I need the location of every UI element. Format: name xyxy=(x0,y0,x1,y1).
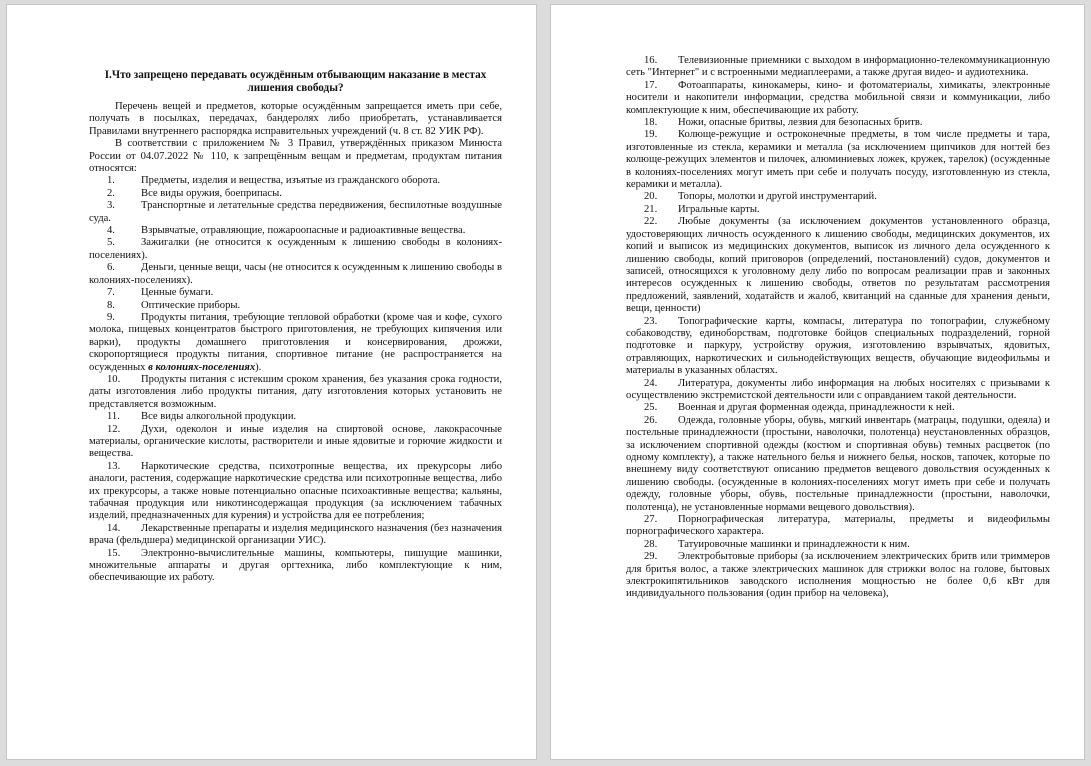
list-item-text: Духи, одеколон и иные изделия на спиртовой основе, лакокрасочные материалы, органические кислоты, растворители и иные ядовитые и горючие жидкости и вещества. xyxy=(89,423,502,460)
list-item xyxy=(89,200,502,225)
list-item-number: 2. xyxy=(107,187,115,199)
list-item-text: Лекарственные препараты и изделия медицинского назначения (без назначения врача (фельдшера) медицинской организации УИС). xyxy=(89,522,502,547)
list-item xyxy=(89,237,502,262)
list-item-text: Электронно-вычислительные машины, компьютеры, пишущие машинки, множительные аппараты и другая оргтехника, либо комплектующие к ним, обеспечивающие их работу. xyxy=(89,547,502,584)
list-item-number: 6. xyxy=(107,262,115,274)
list-item-number: 29. xyxy=(644,551,658,563)
list-item-text: Телевизионные приемники с выходом в информационно-телекоммуникационную сеть "Интернет" и с встроенными медиаплеерами, а также другая видео- и аудиотехника. xyxy=(626,55,1050,79)
list-item-text: Игральные карты. xyxy=(678,203,760,215)
list-item xyxy=(626,191,1050,203)
list-item-text: Одежда, головные уборы, обувь, мягкий инвентарь (матрацы, подушки, одеяла) и постельные принадлежности (простыни, наволочки, полотенца) неустановленных образцов, за исключением спортивной одежды (костюм и спортивная обувь) темных расцветок (по одному комплекту), а также нательного белья и нижнего белья, носков, тапочек, которые по внешнему виду соответствуют описанию предметов вещевого довольствия осужденных к лишению свободы. (осужденные в колониях-поселениях могут иметь при себе и получать одежду, головные уборы, обувь, постельные принадлежности (простыни, наволочки, полотенца), не установленные нормами вещевого довольствия). xyxy=(626,414,1050,513)
intro-paragraph-1: Перечень вещей и предметов, которые осуждённым запрещается иметь при себе, получать в посылках, передачах, бандеролях либо приобретать, устанавливается Правилами внутреннего распорядка исправительных учреждений (ч. 8 ст. 82 УИК РФ). xyxy=(89,101,502,137)
list-item xyxy=(89,411,502,423)
list-item-number: 21. xyxy=(644,203,658,215)
list-item-text: Топографические карты, компасы, литература по топографии, служебному собаководству, единоборствам, подготовке бойцов специальных подразделений, горной подготовке и паркуру, устройству оружия, изготовлению взрывчатых, ядовитых, отравляющих, наркотических и сильнодействующих веществ, обучающие видеофильмы и материалы в указанных областях. xyxy=(626,315,1050,377)
prohibited-items-list-part-2 xyxy=(626,55,1050,601)
list-item xyxy=(89,424,502,461)
list-item-text: Любые документы (за исключением документов установленного образца, удостоверяющих личность осужденного к лишению свободы, медицинских документов, их копий и выписок из медицинских документов, выписок из личного дела осужденного к лишению свободы, копий приговоров (определений, постановлений) судов, документов и записей, относящихся к уголовному делу либо по вопросам реализации прав и законных интересов осужденных к лишению свободы, ответов по результатам рассмотрения предложений, заявлений, ходатайств и жалоб, квитанций на сданные для хранения деньги, вещи, ценности) xyxy=(626,216,1050,315)
list-item xyxy=(626,117,1050,129)
list-item-number: 13. xyxy=(107,460,121,472)
prohibited-items-list-part-1 xyxy=(89,175,502,584)
list-item xyxy=(626,80,1050,117)
intro-paragraph-2: В соответствии с приложением № 3 Правил, утверждённых приказом Минюста России от 04.07.2022 № 110, к запрещённым вещам и предметам, продуктам питания относятся: xyxy=(89,138,502,175)
page-1-content xyxy=(89,69,502,585)
list-item xyxy=(89,461,502,523)
list-item-text: Деньги, ценные вещи, часы (не относится к осужденным к лишению свободы в колониях-поселениях). xyxy=(89,262,502,286)
list-item xyxy=(89,312,502,374)
list-item-text: Наркотические средства, психотропные вещества, их прекурсоры либо аналоги, растения, содержащие наркотические средства или психотропные вещества, либо их прекурсоры, а также новые потенциально опасные психоактивные вещества; кальяны, табачная продукция или никотинсодержащая продукция (за исключением табачных изделий, предназначенных для курения) и устройства для ее потребления; xyxy=(89,460,502,522)
list-item xyxy=(626,514,1050,539)
list-item-text: Предметы, изделия и вещества, изъятые из гражданского оборота. xyxy=(141,175,441,187)
list-item-text: Ножи, опасные бритвы, лезвия для безопасных бритв. xyxy=(678,117,923,129)
list-item-text: Военная и другая форменная одежда, принадлежности к ней. xyxy=(678,402,955,414)
list-item-number: 20. xyxy=(644,191,658,203)
list-item-number: 4. xyxy=(107,225,115,237)
list-item-number: 22. xyxy=(644,216,658,228)
list-item xyxy=(626,378,1050,403)
list-item-number: 14. xyxy=(107,522,121,534)
list-item xyxy=(626,55,1050,80)
list-item xyxy=(89,262,502,287)
list-item-number: 19. xyxy=(644,129,658,141)
list-item xyxy=(626,216,1050,315)
list-item xyxy=(626,415,1050,514)
list-item-text: Татуировочные машинки и принадлежности к ним. xyxy=(678,538,910,550)
list-item-number: 8. xyxy=(107,299,115,311)
list-item-number: 28. xyxy=(644,538,658,550)
list-item-number: 3. xyxy=(107,200,115,212)
list-item-text: Ценные бумаги. xyxy=(141,287,214,299)
list-item-number: 1. xyxy=(107,175,115,187)
list-item xyxy=(89,175,502,187)
list-item xyxy=(89,188,502,200)
list-item xyxy=(89,225,502,237)
list-item-text: Колюще-режущие и остроконечные предметы, в том числе предметы и тара, изготовленные из стекла, керамики и металла (за исключением щипчиков для ногтей без колюще-режущих элементов и пилочек, алюминиевых ложек, кружек, тарелок) (осужденные в колониях-поселениях могут иметь при себе и получать посуду, изготовленную из стекла, керамики и металла). xyxy=(626,129,1050,191)
list-item xyxy=(626,402,1050,414)
list-item-number: 26. xyxy=(644,414,658,426)
list-item xyxy=(626,539,1050,551)
list-item-text: Продукты питания с истекшим сроком хранения, без указания срока годности, даты изготовления либо продукты питания, дату изготовления которых установить не представляется возможным. xyxy=(89,373,502,410)
list-item-number: 9. xyxy=(107,311,115,323)
list-item-number: 24. xyxy=(644,377,658,389)
document-page-2 xyxy=(550,4,1085,760)
list-item-number: 5. xyxy=(107,237,115,249)
list-item xyxy=(89,300,502,312)
list-item xyxy=(89,287,502,299)
document-title: I.Что запрещено передавать осуждённым отбывающим наказание в местах лишения свободы? xyxy=(104,69,487,94)
list-item-number: 23. xyxy=(644,315,658,327)
list-item-emphasis: в колониях-поселениях xyxy=(148,361,256,373)
list-item-number: 18. xyxy=(644,117,658,129)
list-item-text: Литература, документы либо информация на любых носителях с призывами к осуществлению экстремистской деятельности или с оправданием такой деятельности. xyxy=(626,377,1050,401)
list-item-number: 12. xyxy=(107,423,121,435)
list-item-number: 27. xyxy=(644,514,658,526)
list-item-number: 10. xyxy=(107,373,121,385)
list-item-number: 7. xyxy=(107,287,115,299)
list-item-number: 16. xyxy=(644,55,658,66)
list-item xyxy=(626,204,1050,216)
list-item-text: Взрывчатые, отравляющие, пожароопасные и радиоактивные вещества. xyxy=(141,225,466,237)
document-page-1 xyxy=(6,4,537,760)
list-item xyxy=(626,129,1050,191)
list-item-text: Все виды алкогольной продукции. xyxy=(141,411,297,423)
page-2-content xyxy=(626,55,1050,601)
list-item xyxy=(626,551,1050,601)
list-item-number: 15. xyxy=(107,547,121,559)
list-item-text: Порнографическая литература, материалы, предметы и видеофильмы порнографического характера. xyxy=(626,514,1050,538)
list-item-text: Транспортные и летательные средства передвижения, беспилотные воздушные суда. xyxy=(89,200,502,224)
list-item-text: Топоры, молотки и другой инструментарий. xyxy=(678,191,877,203)
list-item-text: Зажигалки (не относится к осужденным к лишению свободы в колониях-поселениях). xyxy=(89,237,502,261)
list-item xyxy=(89,548,502,585)
list-item-text: Все виды оружия, боеприпасы. xyxy=(141,187,282,199)
list-item xyxy=(89,523,502,548)
list-item-text: Оптические приборы. xyxy=(141,299,241,311)
list-item-number: 25. xyxy=(644,402,658,414)
list-item-text: Фотоаппараты, кинокамеры, кино- и фотоматериалы, химикаты, электронные носители и накопители информации, средства мобильной связи и коммуникации, либо комплектующие к ним, обеспечивающие их работу. xyxy=(626,79,1050,116)
list-item xyxy=(626,316,1050,378)
list-item-text: Продукты питания, требующие тепловой обработки (кроме чая и кофе, сухого молока, пищевых концентратов быстрого приготовления, не требующих кипячения или варки), продукты домашнего приготовления и консервирования, дрожжи, скоропортящиеся продукты питания, спортивное питание (не распространяется на осужденных xyxy=(89,311,502,373)
list-item-number: 17. xyxy=(644,79,658,91)
list-item xyxy=(89,374,502,411)
list-item-text: Электробытовые приборы (за исключением электрических бритв или триммеров для бритья волос, а также электрических машинок для стрижки волос на голове, бытовых электрокипятильников заводского исполнения мощностью не более 0,6 кВт для индивидуального пользования (один прибор на человека), xyxy=(626,551,1050,600)
list-item-tail: ). xyxy=(255,361,262,373)
list-item-number: 11. xyxy=(107,411,120,423)
